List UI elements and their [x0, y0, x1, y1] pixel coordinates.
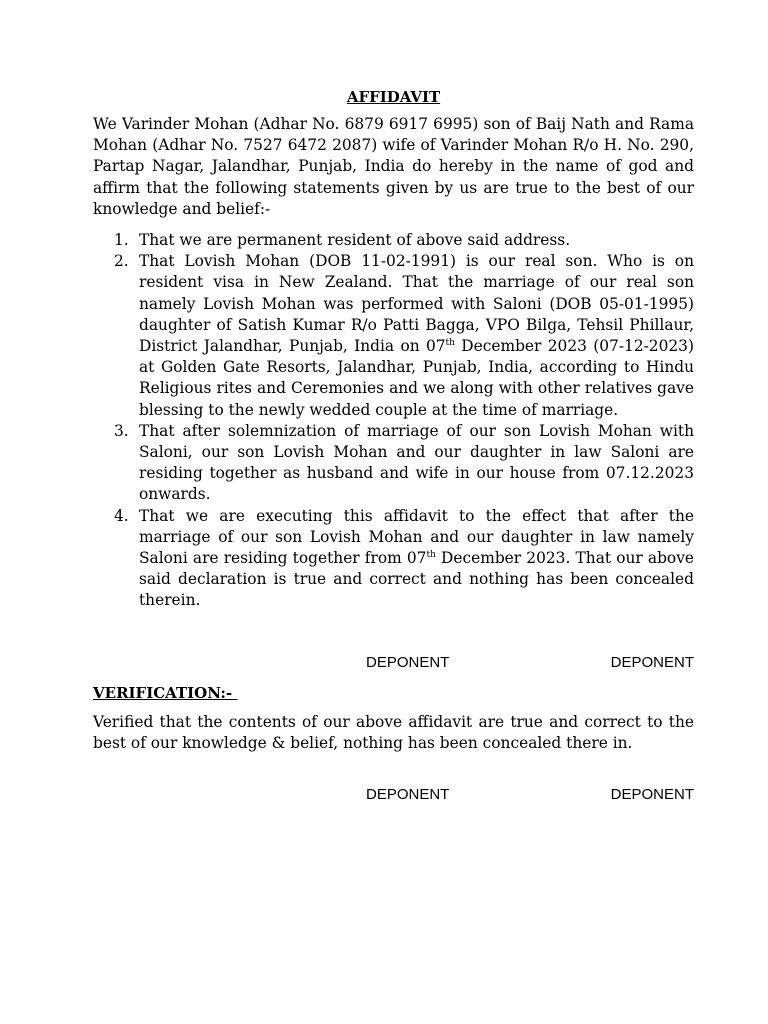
deponent-label-right: DEPONENT	[610, 653, 694, 671]
item-number: 1.	[114, 231, 129, 250]
document-title: AFFIDAVIT	[346, 88, 441, 106]
item-text: That we are permanent resident of above said address.	[139, 231, 571, 250]
statements-list	[93, 230, 694, 612]
statement-item-1	[93, 230, 694, 251]
verification-deponent-right: DEPONENT	[610, 786, 694, 804]
ordinal-suffix: th	[445, 338, 455, 349]
statement-item-2	[93, 251, 694, 421]
verification-paragraph: Verified that the contents of our above affidavit are true and correct to the best of our knowledge & belief, nothing has been concealed there in.	[93, 712, 694, 752]
item-text-part-b: December 2023 (07-12-2023) at Golden Gate Resorts, Jalandhar, Punjab, India, according to Hindu Religious rites and Ceremonies and we along with other relatives gave blessing to the newly wedded couple at the time of marriage.	[139, 337, 694, 419]
intro-paragraph: We Varinder Mohan (Adhar No. 6879 6917 6995) son of Baij Nath and Rama Mohan (Adhar No. 7527 6472 2087) wife of Varinder Mohan R/o H. No. 290, Partap Nagar, Jalandhar, Punjab, India do hereby in the name of god and affirm that the following statements given by us are true to the best of our knowledge and belief:-	[93, 115, 694, 218]
deponent-label-left: DEPONENT	[366, 653, 450, 671]
item-text: That after solemnization of marriage of our son Lovish Mohan with Saloni, our son Lovish Mohan and our daughter in law Saloni are residing together as husband and wife in our house from 07.12.2023 onwards.	[139, 421, 694, 504]
affidavit-page	[93, 86, 694, 806]
item-number: 3.	[114, 421, 129, 440]
item-text-part-a: That we are executing this affidavit to the effect that after the marriage of our son Lovish Mohan and our daughter in law namely Saloni are residing together from 07	[139, 506, 694, 568]
item-number: 4.	[114, 506, 129, 525]
statement-item-4	[93, 506, 694, 612]
item-text	[139, 507, 694, 610]
item-text	[139, 252, 694, 418]
deponent-signature-row	[93, 652, 694, 674]
ordinal-suffix: th	[426, 550, 436, 561]
verification-deponent-left: DEPONENT	[366, 786, 450, 804]
item-number: 2.	[114, 252, 129, 271]
item-text-part-b: December 2023. That our above said declaration is true and correct and nothing has been concealed therein.	[139, 549, 694, 610]
item-text-part-a: That Lovish Mohan (DOB 11-02-1991) is our real son. Who is on resident visa in New Zealand. That the marriage of our real son namely Lovish Mohan was performed with Saloni (DOB 05-01-1995) daughter of Satish Kumar R/o Patti Bagga, VPO Bilga, Tehsil Phillaur, District Jalandhar, Punjab, India on 07	[139, 252, 694, 356]
verification-heading: VERIFICATION:-	[93, 683, 238, 702]
statement-item-3	[93, 421, 694, 506]
verification-signature-row	[93, 784, 694, 806]
